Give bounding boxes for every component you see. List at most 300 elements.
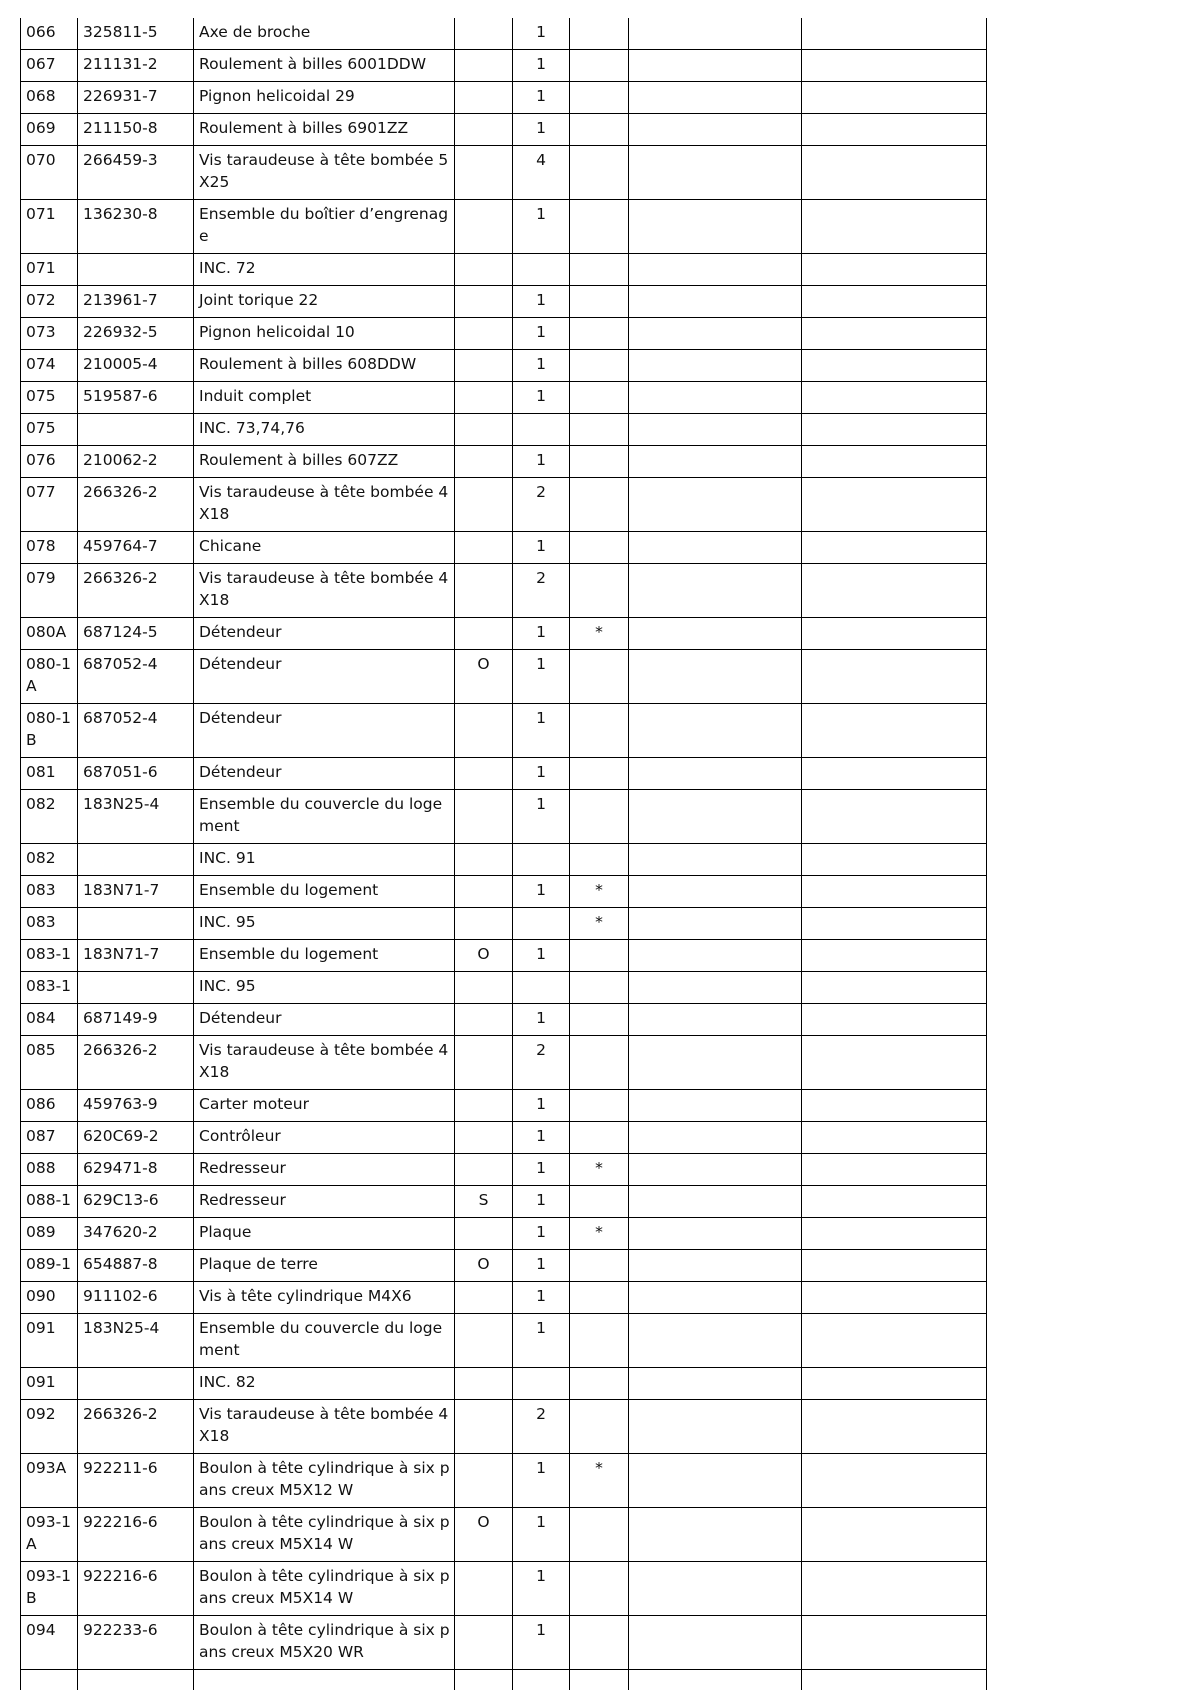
description-cell: Ensemble du boîtier d’engrenage xyxy=(194,200,455,254)
empty-cell xyxy=(629,1250,802,1282)
empty-cell xyxy=(513,1670,570,1690)
empty-cell xyxy=(629,790,802,844)
option-code-cell xyxy=(455,1154,513,1186)
item-number-cell: 083-1 xyxy=(21,972,78,1004)
part-reference-cell xyxy=(78,1368,194,1400)
item-number-cell: 083 xyxy=(21,876,78,908)
option-code-cell: S xyxy=(455,1186,513,1218)
empty-cell xyxy=(802,1508,987,1562)
empty-cell xyxy=(629,650,802,704)
description-cell: INC. 73,74,76 xyxy=(194,414,455,446)
quantity-cell: 1 xyxy=(513,650,570,704)
part-reference-cell: 922216-6 xyxy=(78,1562,194,1616)
item-number-cell: 082 xyxy=(21,790,78,844)
table-row xyxy=(21,1400,987,1454)
option-code-cell: O xyxy=(455,650,513,704)
empty-cell xyxy=(802,1314,987,1368)
part-reference-cell: 136230-8 xyxy=(78,200,194,254)
quantity-cell: 1 xyxy=(513,1090,570,1122)
empty-cell xyxy=(629,18,802,50)
option-code-cell: O xyxy=(455,1508,513,1562)
item-number-cell: 071 xyxy=(21,254,78,286)
item-number-cell: 070 xyxy=(21,146,78,200)
note-mark-cell xyxy=(570,350,629,382)
table-row xyxy=(21,18,987,50)
empty-cell xyxy=(802,650,987,704)
empty-cell xyxy=(802,50,987,82)
table-row xyxy=(21,618,987,650)
part-reference-cell: 183N25-4 xyxy=(78,790,194,844)
description-cell: Carter moteur xyxy=(194,1090,455,1122)
table-row xyxy=(21,972,987,1004)
table-row xyxy=(21,1036,987,1090)
empty-cell xyxy=(802,478,987,532)
note-mark-cell: * xyxy=(570,1218,629,1250)
quantity-cell: 1 xyxy=(513,200,570,254)
quantity-cell: 1 xyxy=(513,1616,570,1670)
part-reference-cell: 922233-6 xyxy=(78,1616,194,1670)
description-cell: Ensemble du logement xyxy=(194,876,455,908)
quantity-cell: 1 xyxy=(513,1562,570,1616)
item-number-cell: 083-1 xyxy=(21,940,78,972)
item-number-cell: 089-1 xyxy=(21,1250,78,1282)
table-row xyxy=(21,844,987,876)
part-reference-cell: 687124-5 xyxy=(78,618,194,650)
quantity-cell: 1 xyxy=(513,1218,570,1250)
part-reference-cell: 459763-9 xyxy=(78,1090,194,1122)
option-code-cell xyxy=(455,286,513,318)
quantity-cell: 1 xyxy=(513,82,570,114)
item-number-cell: 088 xyxy=(21,1154,78,1186)
item-number-cell: 091 xyxy=(21,1368,78,1400)
part-reference-cell: 226931-7 xyxy=(78,82,194,114)
description-cell: Roulement à billes 6001DDW xyxy=(194,50,455,82)
empty-cell xyxy=(629,704,802,758)
table-row xyxy=(21,114,987,146)
part-reference-cell xyxy=(78,844,194,876)
description-cell: Contrôleur xyxy=(194,1122,455,1154)
empty-cell xyxy=(629,1036,802,1090)
description-cell: Vis à tête cylindrique M4X6 xyxy=(194,1282,455,1314)
option-code-cell xyxy=(455,790,513,844)
empty-cell xyxy=(194,1670,455,1690)
empty-cell xyxy=(629,318,802,350)
quantity-cell: 1 xyxy=(513,350,570,382)
part-reference-cell: 213961-7 xyxy=(78,286,194,318)
quantity-cell: 1 xyxy=(513,1282,570,1314)
empty-cell xyxy=(629,254,802,286)
empty-cell xyxy=(629,114,802,146)
item-number-cell: 089 xyxy=(21,1218,78,1250)
option-code-cell xyxy=(455,1282,513,1314)
note-mark-cell xyxy=(570,1400,629,1454)
note-mark-cell xyxy=(570,844,629,876)
part-reference-cell xyxy=(78,414,194,446)
quantity-cell: 2 xyxy=(513,478,570,532)
empty-cell xyxy=(802,1090,987,1122)
part-reference-cell: 687051-6 xyxy=(78,758,194,790)
empty-cell xyxy=(802,1154,987,1186)
empty-cell xyxy=(629,1400,802,1454)
note-mark-cell xyxy=(570,704,629,758)
table-row xyxy=(21,1508,987,1562)
description-cell: Chicane xyxy=(194,532,455,564)
description-cell: Joint torique 22 xyxy=(194,286,455,318)
note-mark-cell xyxy=(570,1616,629,1670)
table-row xyxy=(21,414,987,446)
item-number-cell: 092 xyxy=(21,1400,78,1454)
note-mark-cell xyxy=(570,940,629,972)
table-row xyxy=(21,940,987,972)
quantity-cell: 1 xyxy=(513,1314,570,1368)
empty-cell xyxy=(802,532,987,564)
empty-cell xyxy=(802,350,987,382)
note-mark-cell xyxy=(570,114,629,146)
note-mark-cell xyxy=(570,200,629,254)
part-reference-cell xyxy=(78,254,194,286)
item-number-cell: 084 xyxy=(21,1004,78,1036)
part-reference-cell: 266326-2 xyxy=(78,564,194,618)
part-reference-cell: 654887-8 xyxy=(78,1250,194,1282)
empty-cell xyxy=(570,1670,629,1690)
quantity-cell: 4 xyxy=(513,146,570,200)
table-row xyxy=(21,790,987,844)
quantity-cell xyxy=(513,254,570,286)
note-mark-cell xyxy=(570,286,629,318)
empty-cell xyxy=(802,972,987,1004)
empty-cell xyxy=(629,414,802,446)
item-number-cell: 075 xyxy=(21,382,78,414)
quantity-cell: 1 xyxy=(513,286,570,318)
option-code-cell xyxy=(455,1562,513,1616)
option-code-cell xyxy=(455,1036,513,1090)
quantity-cell: 1 xyxy=(513,790,570,844)
option-code-cell xyxy=(455,146,513,200)
description-cell: Vis taraudeuse à tête bombée 5X25 xyxy=(194,146,455,200)
empty-cell xyxy=(629,876,802,908)
quantity-cell: 1 xyxy=(513,940,570,972)
item-number-cell: 086 xyxy=(21,1090,78,1122)
quantity-cell: 2 xyxy=(513,564,570,618)
description-cell: Ensemble du couvercle du logement xyxy=(194,1314,455,1368)
part-reference-cell: 210062-2 xyxy=(78,446,194,478)
part-reference-cell: 347620-2 xyxy=(78,1218,194,1250)
part-reference-cell: 211131-2 xyxy=(78,50,194,82)
option-code-cell xyxy=(455,446,513,478)
item-number-cell: 066 xyxy=(21,18,78,50)
part-reference-cell: 211150-8 xyxy=(78,114,194,146)
empty-cell xyxy=(78,1670,194,1690)
option-code-cell xyxy=(455,50,513,82)
note-mark-cell xyxy=(570,1368,629,1400)
part-reference-cell: 687052-4 xyxy=(78,704,194,758)
empty-cell xyxy=(629,50,802,82)
description-cell: INC. 95 xyxy=(194,908,455,940)
table-row xyxy=(21,286,987,318)
empty-cell xyxy=(802,790,987,844)
empty-cell xyxy=(802,844,987,876)
table-row xyxy=(21,1250,987,1282)
empty-cell xyxy=(629,1508,802,1562)
quantity-cell xyxy=(513,972,570,1004)
description-cell: Boulon à tête cylindrique à six pans creux M5X12 W xyxy=(194,1454,455,1508)
empty-cell xyxy=(802,1282,987,1314)
empty-cell xyxy=(629,1670,802,1690)
item-number-cell: 067 xyxy=(21,50,78,82)
item-number-cell: 090 xyxy=(21,1282,78,1314)
item-number-cell: 082 xyxy=(21,844,78,876)
table-row xyxy=(21,908,987,940)
option-code-cell xyxy=(455,758,513,790)
note-mark-cell xyxy=(570,1186,629,1218)
part-reference-cell: 183N71-7 xyxy=(78,876,194,908)
option-code-cell xyxy=(455,1400,513,1454)
quantity-cell xyxy=(513,414,570,446)
part-reference-cell: 687149-9 xyxy=(78,1004,194,1036)
table-row xyxy=(21,318,987,350)
option-code-cell xyxy=(455,1314,513,1368)
quantity-cell: 1 xyxy=(513,318,570,350)
table-row xyxy=(21,254,987,286)
empty-cell xyxy=(629,478,802,532)
note-mark-cell xyxy=(570,82,629,114)
description-cell: INC. 95 xyxy=(194,972,455,1004)
note-mark-cell xyxy=(570,1090,629,1122)
option-code-cell xyxy=(455,1218,513,1250)
quantity-cell: 1 xyxy=(513,18,570,50)
option-code-cell xyxy=(455,82,513,114)
empty-cell xyxy=(802,1400,987,1454)
empty-cell xyxy=(802,1218,987,1250)
empty-cell xyxy=(629,1004,802,1036)
quantity-cell: 1 xyxy=(513,876,570,908)
description-cell: Ensemble du logement xyxy=(194,940,455,972)
table-row-continued xyxy=(21,1670,987,1690)
description-cell: Roulement à billes 6901ZZ xyxy=(194,114,455,146)
table-row xyxy=(21,82,987,114)
empty-cell xyxy=(802,146,987,200)
description-cell: Redresseur xyxy=(194,1186,455,1218)
part-reference-cell: 183N71-7 xyxy=(78,940,194,972)
empty-cell xyxy=(629,844,802,876)
empty-cell xyxy=(629,446,802,478)
quantity-cell: 1 xyxy=(513,1508,570,1562)
empty-cell xyxy=(802,1670,987,1690)
note-mark-cell xyxy=(570,1036,629,1090)
empty-cell xyxy=(629,1186,802,1218)
option-code-cell xyxy=(455,478,513,532)
option-code-cell xyxy=(455,254,513,286)
table-row xyxy=(21,1004,987,1036)
item-number-cell: 075 xyxy=(21,414,78,446)
empty-cell xyxy=(629,286,802,318)
option-code-cell xyxy=(455,844,513,876)
table-row xyxy=(21,704,987,758)
parts-table xyxy=(20,18,987,1690)
empty-cell xyxy=(629,564,802,618)
empty-cell xyxy=(802,1004,987,1036)
part-reference-cell xyxy=(78,908,194,940)
empty-cell xyxy=(629,82,802,114)
note-mark-cell xyxy=(570,564,629,618)
item-number-cell: 069 xyxy=(21,114,78,146)
part-reference-cell: 325811-5 xyxy=(78,18,194,50)
empty-cell xyxy=(629,1218,802,1250)
option-code-cell xyxy=(455,18,513,50)
description-cell: INC. 82 xyxy=(194,1368,455,1400)
item-number-cell: 077 xyxy=(21,478,78,532)
option-code-cell: O xyxy=(455,1250,513,1282)
empty-cell xyxy=(802,1250,987,1282)
empty-cell xyxy=(802,876,987,908)
empty-cell xyxy=(802,200,987,254)
empty-cell xyxy=(455,1670,513,1690)
note-mark-cell: * xyxy=(570,908,629,940)
note-mark-cell xyxy=(570,758,629,790)
note-mark-cell xyxy=(570,50,629,82)
option-code-cell xyxy=(455,1454,513,1508)
table-row xyxy=(21,1122,987,1154)
empty-cell xyxy=(802,1616,987,1670)
quantity-cell: 1 xyxy=(513,532,570,564)
empty-cell xyxy=(629,1090,802,1122)
part-reference-cell: 183N25-4 xyxy=(78,1314,194,1368)
note-mark-cell xyxy=(570,446,629,478)
parts-table-body xyxy=(21,18,987,1690)
part-reference-cell: 911102-6 xyxy=(78,1282,194,1314)
table-row xyxy=(21,382,987,414)
item-number-cell: 080-1A xyxy=(21,650,78,704)
note-mark-cell xyxy=(570,478,629,532)
item-number-cell: 091 xyxy=(21,1314,78,1368)
part-reference-cell: 266326-2 xyxy=(78,1036,194,1090)
table-row xyxy=(21,1154,987,1186)
empty-cell xyxy=(629,908,802,940)
option-code-cell: O xyxy=(455,940,513,972)
item-number-cell: 093-1A xyxy=(21,1508,78,1562)
part-reference-cell: 226932-5 xyxy=(78,318,194,350)
description-cell: Boulon à tête cylindrique à six pans creux M5X14 W xyxy=(194,1508,455,1562)
empty-cell xyxy=(629,200,802,254)
item-number-cell: 080-1B xyxy=(21,704,78,758)
table-row xyxy=(21,1314,987,1368)
note-mark-cell xyxy=(570,1562,629,1616)
empty-cell xyxy=(629,1454,802,1508)
description-cell: Détendeur xyxy=(194,1004,455,1036)
description-cell: Détendeur xyxy=(194,650,455,704)
note-mark-cell xyxy=(570,318,629,350)
item-number-cell: 087 xyxy=(21,1122,78,1154)
item-number-cell: 068 xyxy=(21,82,78,114)
note-mark-cell xyxy=(570,1250,629,1282)
empty-cell xyxy=(802,254,987,286)
table-row xyxy=(21,1218,987,1250)
part-reference-cell: 922216-6 xyxy=(78,1508,194,1562)
description-cell: INC. 91 xyxy=(194,844,455,876)
quantity-cell: 1 xyxy=(513,50,570,82)
part-reference-cell: 266459-3 xyxy=(78,146,194,200)
empty-cell xyxy=(629,1282,802,1314)
part-reference-cell: 210005-4 xyxy=(78,350,194,382)
part-reference-cell: 519587-6 xyxy=(78,382,194,414)
empty-cell xyxy=(802,82,987,114)
description-cell: Axe de broche xyxy=(194,18,455,50)
quantity-cell: 1 xyxy=(513,704,570,758)
empty-cell xyxy=(802,1562,987,1616)
description-cell: Pignon helicoidal 10 xyxy=(194,318,455,350)
note-mark-cell xyxy=(570,650,629,704)
part-reference-cell: 922211-6 xyxy=(78,1454,194,1508)
description-cell: Roulement à billes 608DDW xyxy=(194,350,455,382)
table-row xyxy=(21,650,987,704)
item-number-cell: 085 xyxy=(21,1036,78,1090)
empty-cell xyxy=(802,758,987,790)
item-number-cell: 080A xyxy=(21,618,78,650)
empty-cell xyxy=(629,1368,802,1400)
quantity-cell: 1 xyxy=(513,618,570,650)
note-mark-cell xyxy=(570,1314,629,1368)
table-row xyxy=(21,1090,987,1122)
note-mark-cell xyxy=(570,254,629,286)
quantity-cell: 1 xyxy=(513,382,570,414)
quantity-cell: 1 xyxy=(513,1154,570,1186)
description-cell: Vis taraudeuse à tête bombée 4X18 xyxy=(194,478,455,532)
description-cell: Détendeur xyxy=(194,618,455,650)
item-number-cell: 093-1B xyxy=(21,1562,78,1616)
option-code-cell xyxy=(455,704,513,758)
item-number-cell: 076 xyxy=(21,446,78,478)
table-row xyxy=(21,478,987,532)
option-code-cell xyxy=(455,564,513,618)
note-mark-cell xyxy=(570,972,629,1004)
parts-list-sheet xyxy=(20,18,987,1690)
part-reference-cell: 266326-2 xyxy=(78,478,194,532)
description-cell: Pignon helicoidal 29 xyxy=(194,82,455,114)
option-code-cell xyxy=(455,318,513,350)
note-mark-cell xyxy=(570,1122,629,1154)
item-number-cell: 081 xyxy=(21,758,78,790)
item-number-cell: 073 xyxy=(21,318,78,350)
quantity-cell: 1 xyxy=(513,1454,570,1508)
empty-cell xyxy=(802,1186,987,1218)
table-row xyxy=(21,200,987,254)
description-cell: INC. 72 xyxy=(194,254,455,286)
note-mark-cell xyxy=(570,146,629,200)
empty-cell xyxy=(802,1454,987,1508)
table-row xyxy=(21,350,987,382)
part-reference-cell: 620C69-2 xyxy=(78,1122,194,1154)
description-cell: Vis taraudeuse à tête bombée 4X18 xyxy=(194,1400,455,1454)
note-mark-cell xyxy=(570,382,629,414)
item-number-cell: 072 xyxy=(21,286,78,318)
quantity-cell: 1 xyxy=(513,1186,570,1218)
item-number-cell: 094 xyxy=(21,1616,78,1670)
empty-cell xyxy=(802,704,987,758)
empty-cell xyxy=(629,758,802,790)
empty-cell xyxy=(629,382,802,414)
part-reference-cell xyxy=(78,972,194,1004)
part-reference-cell: 629C13-6 xyxy=(78,1186,194,1218)
description-cell: Roulement à billes 607ZZ xyxy=(194,446,455,478)
quantity-cell: 1 xyxy=(513,1004,570,1036)
table-row xyxy=(21,758,987,790)
item-number-cell: 078 xyxy=(21,532,78,564)
quantity-cell: 1 xyxy=(513,1122,570,1154)
option-code-cell xyxy=(455,876,513,908)
empty-cell xyxy=(802,414,987,446)
empty-cell xyxy=(629,1562,802,1616)
table-row xyxy=(21,50,987,82)
